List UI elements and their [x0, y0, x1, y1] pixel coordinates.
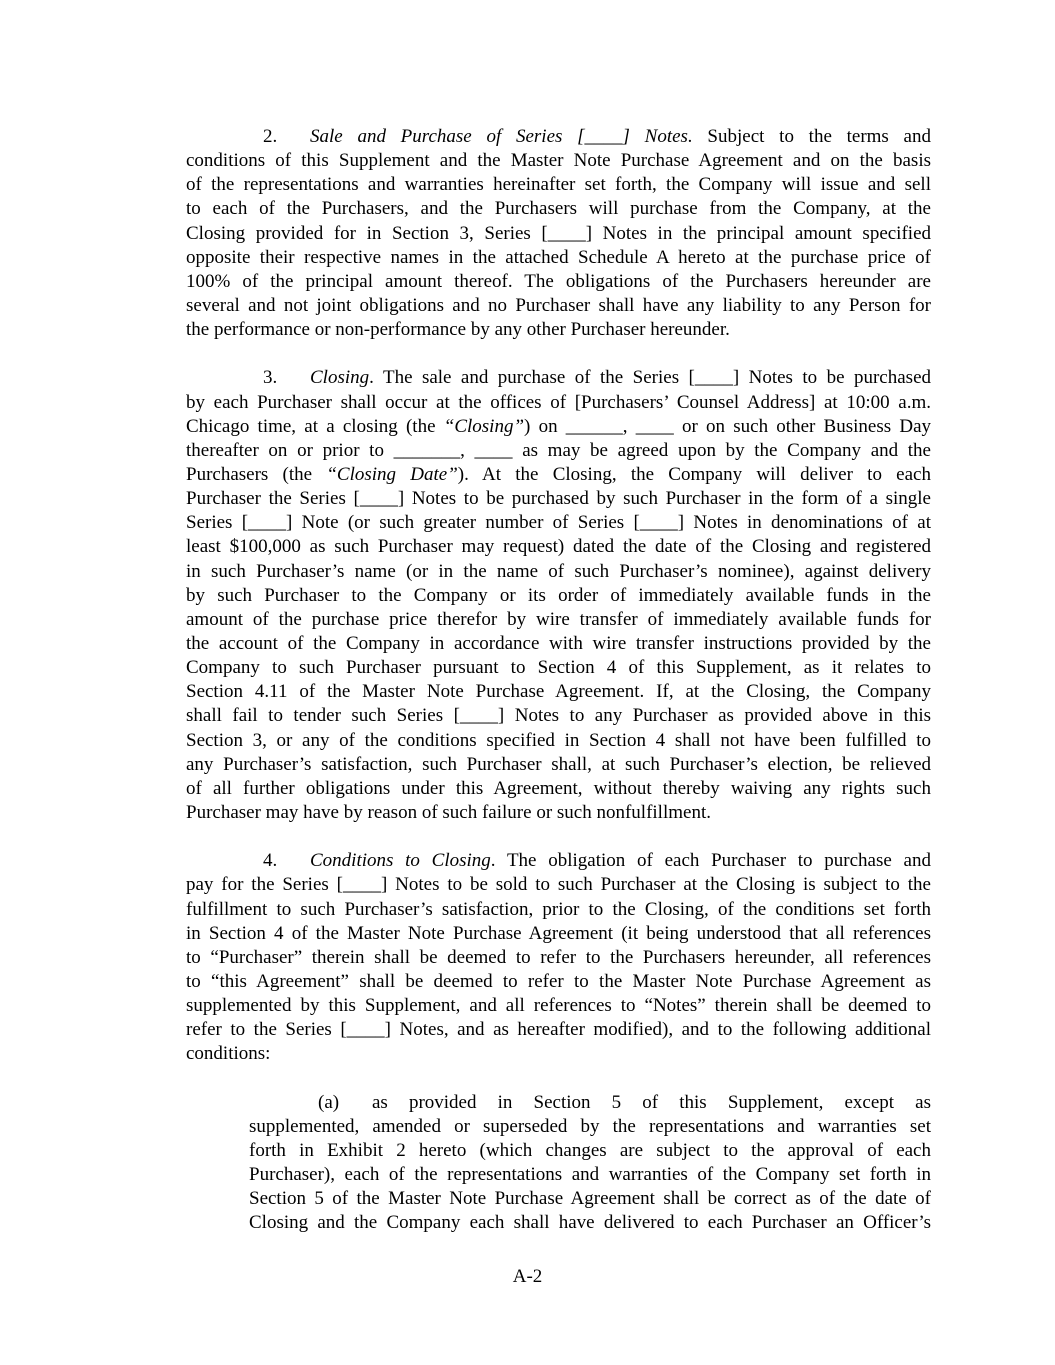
text-line: conditions: — [186, 1043, 271, 1065]
text-line: 2. Sale and Purchase of Series [____] Notes. Subject to the terms and — [186, 125, 931, 149]
text-line: Closing provided for in Section 3, Series [____] Notes in the principal amount specified — [186, 222, 931, 244]
subsection-paragraph — [249, 1091, 931, 1236]
text-line: Purchaser), each of the representations and warranties of the Company set forth in — [249, 1164, 931, 1186]
text-line: Series [____] Note (or such greater number of Series [____] Notes in denominations of at — [186, 512, 931, 534]
italic-heading: Sale and Purchase of Series [____] Notes. — [310, 126, 693, 147]
text-line: by such Purchaser to the Company or its order of immediately available funds in the — [186, 584, 931, 606]
italic-heading: “Closing” — [443, 415, 525, 437]
text-line: pay for the Series [____] Notes to be sold to such Purchaser at the Closing is subject to the — [186, 874, 931, 896]
text-line: thereafter on or prior to _______, ____ as may be agreed upon by the Company and the — [186, 439, 931, 461]
text-line: any Purchaser’s satisfaction, such Purchaser shall, at such Purchaser’s election, be relieved — [186, 753, 931, 775]
text-line: Section 3, or any of the conditions specified in Section 4 shall not have been fulfilled to — [186, 729, 931, 751]
text-line: fulfillment to such Purchaser’s satisfaction, prior to the Closing, of the conditions set forth — [186, 898, 931, 920]
section-number: 2. — [263, 126, 278, 147]
text-line: forth in Exhibit 2 hereto (which changes are subject to the approval of each — [249, 1139, 931, 1161]
section-paragraph — [186, 849, 931, 1066]
text-line: in such Purchaser’s name (or in the name of such Purchaser’s nominee), against delivery — [186, 560, 931, 582]
page-number: A-2 — [512, 1266, 543, 1287]
text-line: conditions of this Supplement and the Master Note Purchase Agreement and on the basis — [186, 150, 931, 172]
text-line: 100% of the principal amount thereof. The obligations of the Purchasers hereunder are — [186, 270, 931, 292]
text-line: amount of the purchase price therefor by wire transfer of immediately available funds for — [186, 608, 931, 630]
text-line: 3. Closing. The sale and purchase of the Series [____] Notes to be purchased — [186, 366, 931, 390]
section-number: 3. — [263, 367, 278, 389]
text-line: to “Purchaser” therein shall be deemed to refer to the Purchasers hereunder, all references — [186, 946, 931, 968]
text-line: in Section 4 of the Master Note Purchase Agreement (it being understood that all references — [186, 922, 931, 944]
italic-heading: Closing — [310, 367, 370, 389]
text-line: shall fail to tender such Series [____] Notes to any Purchaser as provided above in this — [186, 705, 931, 727]
text-line: supplemented, amended or superseded by the representations and warranties set — [249, 1115, 931, 1137]
text-line: the performance or non-performance by any other Purchaser hereunder. — [186, 319, 730, 341]
section-number: 4. — [263, 850, 278, 872]
text-line: opposite their respective names in the attached Schedule A hereto at the purchase price of — [186, 246, 931, 268]
text-line: Chicago time, at a closing (the “Closing”) on ______, ____ or on such other Business Day — [186, 415, 932, 437]
text-line: Purchasers (the “Closing Date”). At the Closing, the Company will deliver to each — [186, 463, 931, 485]
section-paragraph — [186, 125, 931, 342]
text-line: Closing and the Company each shall have delivered to each Purchaser an Officer’s — [249, 1212, 931, 1234]
text-line: 4. Conditions to Closing. The obligation of each Purchaser to purchase and — [186, 849, 931, 873]
italic-heading: “Closing Date” — [326, 463, 458, 485]
text-line: Company to such Purchaser pursuant to Section 4 of this Supplement, as it relates to — [186, 657, 931, 679]
section-number: (a) — [318, 1091, 340, 1113]
text-line: Section 5 of the Master Note Purchase Agreement shall be correct as of the date of — [249, 1188, 931, 1210]
text-line: Purchaser the Series [____] Notes to be purchased by such Purchaser in the form of a single — [186, 488, 931, 510]
text-line: the account of the Company in accordance with wire transfer instructions provided by the — [186, 632, 931, 654]
text-line: Section 4.11 of the Master Note Purchase Agreement. If, at the Closing, the Company — [186, 681, 931, 703]
text-line: several and not joint obligations and no Purchaser shall have any liability to any Person for — [186, 294, 931, 316]
text-line: by each Purchaser shall occur at the offices of [Purchasers’ Counsel Address] at 10:00 a.m. — [186, 391, 931, 413]
text-line: (a) as provided in Section 5 of this Supplement, except as — [249, 1091, 931, 1115]
section-paragraph — [186, 366, 931, 825]
text-line: supplemented by this Supplement, and all references to “Notes” therein shall be deemed to — [186, 995, 931, 1017]
italic-heading: Conditions to Closing — [310, 850, 491, 872]
text-line: to each of the Purchasers, and the Purchasers will purchase from the Company, at the — [186, 198, 931, 220]
text-line: of all further obligations under this Agreement, without thereby waiving any rights such — [186, 777, 931, 799]
document-body — [186, 125, 931, 1260]
text-line: refer to the Series [____] Notes, and as hereafter modified), and to the following additional — [186, 1019, 931, 1041]
text-line: least $100,000 as such Purchaser may request) dated the date of the Closing and registered — [186, 536, 931, 558]
text-line: Purchaser may have by reason of such failure or such nonfulfillment. — [186, 801, 711, 823]
text-line: of the representations and warranties hereinafter set forth, the Company will issue and sell — [186, 174, 931, 196]
text-line: to “this Agreement” shall be deemed to refer to the Master Note Purchase Agreement as — [186, 970, 931, 992]
